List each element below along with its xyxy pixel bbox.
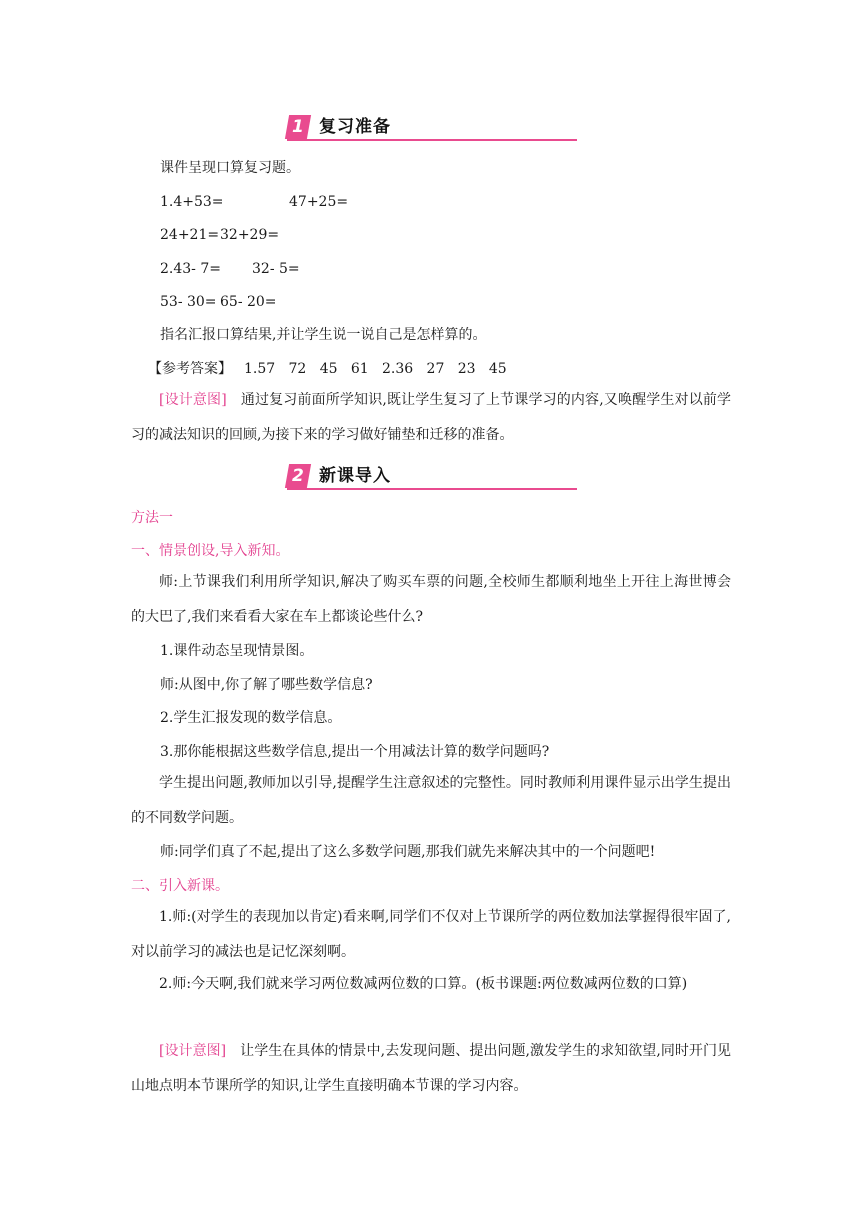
exercise-1d: 32+29= — [220, 227, 280, 243]
part2-heading: 二、引入新课。 — [131, 878, 229, 894]
exercise-2b: 32- 5= — [252, 261, 300, 277]
section-rule — [287, 139, 577, 141]
section-number-badge: 2 — [285, 464, 311, 488]
section-header-new-lesson — [287, 464, 577, 490]
design-intent-text: 让学生在具体的情景中,去发现问题、提出问题,激发学生的求知欲望,同时开门见山地点明本节课所学的知识,让学生直接明确本节课的学习内容。 — [131, 1043, 731, 1094]
section-title: 新课导入 — [319, 466, 391, 486]
teacher-question: 师:从图中,你了解了哪些数学信息? — [160, 677, 373, 693]
review-intro: 课件呈现口算复习题。 — [160, 160, 300, 176]
design-intent-text: 通过复习前面所学知识,既让学生复习了上节课学习的内容,又唤醒学生对以前学习的减法知识的回顾,为接下来的学习做好铺垫和迁移的准备。 — [131, 392, 731, 443]
paragraph-student-questions: 学生提出问题,教师加以引导,提醒学生注意叙述的完整性。同时教师利用课件显示出学生提出的不同数学问题。 — [131, 775, 731, 826]
design-intent-1 — [131, 383, 731, 453]
teacher-praise: 师:同学们真了不起,提出了这么多数学问题,那我们就先来解决其中的一个问题吧! — [160, 844, 656, 860]
paragraph-teacher-intro: 师:上节课我们利用所学知识,解决了购买车票的问题,全校师生都顺利地坐上开往上海世博会的大巴了,我们来看看大家在车上都谈论些什么? — [131, 574, 731, 625]
exercise-1a: 1.4+53= — [160, 194, 224, 210]
design-intent-tag: [设计意图] — [159, 1043, 227, 1059]
paragraph-new-lesson-1: 1.师:(对学生的表现加以肯定)看来啊,同学们不仅对上节课所学的两位数加法掌握得很牢固了,对以前学习的减法也是记忆深刻啊。 — [131, 909, 731, 960]
exercise-1c: 24+21= — [160, 227, 220, 243]
section-header-review — [287, 115, 577, 141]
section-number-badge: 1 — [285, 115, 311, 139]
section-title: 复习准备 — [319, 117, 391, 137]
method-heading: 方法一 — [131, 510, 173, 526]
section-rule — [287, 488, 577, 490]
paragraph-new-lesson-2: 2.师:今天啊,我们就来学习两位数减两位数的口算。(板书课题:两位数减两位数的口算) — [159, 976, 688, 992]
exercise-2c: 53- 30= — [160, 294, 217, 310]
exercise-2d: 65- 20= — [220, 294, 277, 310]
step-2: 2.学生汇报发现的数学信息。 — [160, 710, 342, 726]
review-instruction: 指名汇报口算结果,并让学生说一说自己是怎样算的。 — [160, 327, 487, 343]
part1-heading: 一、情景创设,导入新知。 — [131, 543, 290, 559]
exercise-1b: 47+25= — [289, 194, 349, 210]
answer-label: 【参考答案】 — [148, 361, 232, 377]
exercise-2a: 2.43- 7= — [160, 261, 221, 277]
design-intent-2 — [131, 1034, 731, 1104]
reference-answer — [148, 358, 507, 380]
step-1: 1.课件动态呈现情景图。 — [160, 643, 314, 659]
design-intent-tag: [设计意图] — [159, 392, 227, 408]
step-3: 3.那你能根据这些数学信息,提出一个用减法计算的数学问题吗? — [160, 744, 550, 760]
answer-values: 1.57 72 45 61 2.36 27 23 45 — [244, 361, 507, 377]
